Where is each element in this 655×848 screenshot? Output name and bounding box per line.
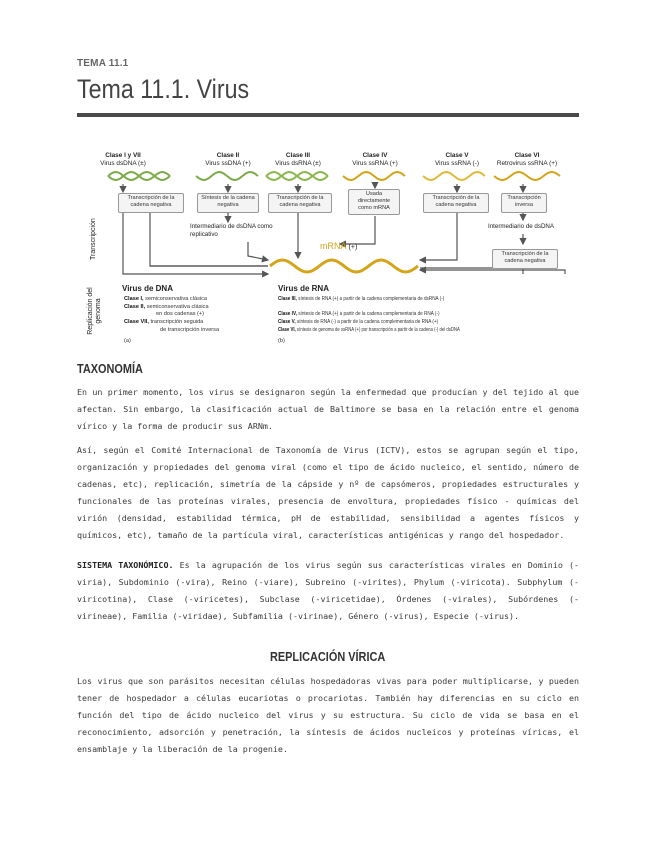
sistema-label: SISTEMA TAXONÓMICO.	[77, 560, 174, 570]
class-header: Clase I y VII Virus dsDNA (±)	[100, 152, 146, 167]
dna-virus-line: de transcripción inversa	[160, 326, 220, 333]
rna-virus-line: Clase IV, síntesis de RNA (+) a partir de la cadena complementaria de RNA (-)	[278, 311, 440, 317]
class-header: Clase III Virus dsRNA (±)	[275, 152, 321, 167]
figure-footnote: (b)	[278, 338, 285, 344]
process-box: Transcripción de la cadena negativa	[268, 193, 332, 213]
intermediate-label: Intermediario de dsDNA	[488, 223, 555, 230]
taxonomia-paragraph-1: En un primer momento, los virus se designaron según la enfermedad que producían y del tejido al que afectan. Sin embargo, la clasificación actual de Baltimore se basa en la relación entre el genoma vírico y la forma de producir sus ARNm.	[77, 387, 579, 432]
page-title: Tema 11.1. Virus	[77, 74, 250, 104]
process-box: Transcripción de la cadena negativa	[423, 193, 489, 213]
dna-virus-line: Clase II, semiconservativa clásica	[124, 303, 209, 310]
dna-virus-line: Clase VII, transcripción seguida	[124, 319, 204, 325]
helix-strand	[494, 172, 560, 180]
dna-viruses-heading: Virus de DNA	[122, 284, 173, 293]
dna-virus-line: Clase I, semiconservativa clásica	[124, 296, 208, 302]
process-box: Transcripción de la cadena negativa	[492, 249, 558, 269]
class-header: Clase II Virus ssDNA (+)	[205, 152, 251, 167]
sistema-text: Es la agrupación de los virus según sus características virales en Dominio (-viria), Subdominio (-vira), Reino (-viare), Subreino (-virites), Phylum (-viricota). Subphylum (-viricotina), Clase (-viricetes), Subclase (-viricetidae), Órdenes (-virales), Subórdenes (-virineae), Familia (-viridae), Subfamilia (-virinae), Género (-virus), Especie (-virus).	[77, 560, 579, 622]
class-header: Clase VI Retrovirus ssRNA (+)	[496, 152, 558, 167]
process-box: Transcripción inversa	[501, 193, 547, 213]
replicacion-paragraph-1: Los virus que son parásitos necesitan células hospedadoras vivas para poder multiplicarse, y pueden tener de hospedador a células eucariotas o procariotas. También hay diferencias en su ciclo en función del tipo de ácido nucleico del virus y su estructura. Su ciclo de vida se basa en el reconocimiento, adsorción y penetración, la síntesis de ácidos nucleicos y proteínas víricas, el ensamblaje y la liberación de la progenie.	[77, 676, 579, 755]
process-box: Usada directamente como mRNA	[348, 189, 400, 215]
mrna-label: mRNA (+)	[320, 241, 358, 251]
helix-strand	[196, 172, 258, 180]
process-box: Síntesis de la cadena negativa	[197, 193, 259, 213]
rna-virus-line: Clase V, síntesis de RNA (-) a partir de la cadena complementaria de RNA (+)	[278, 319, 439, 325]
taxonomia-paragraph-2: Así, según el Comité Internacional de Taxonomía de Virus (ICTV), estos se agrupan según el tipo, organización y propiedades del genoma viral (como el tipo de ácido nucleico, el sentido, número de cadenas, etc), replicación, simetría de la cápside y nº de capsómeros, propiedades estructurales y funcionales de las proteínas virales, presencia de envoltura, propiedades físico - químicas del virión (densidad, estabilidad térmica, pH de estabilidad, sensibilidad a agentes físicos y químicos, etc), tamaño de la partícula viral, características antigénicas y rango del hospedador.	[77, 445, 579, 541]
section-label: TEMA 11.1	[77, 58, 129, 69]
replicacion-heading: REPLICACIÓN VÍRICA	[269, 649, 386, 664]
baltimore-figure	[87, 146, 580, 352]
transcription-label: Transcripción	[90, 218, 97, 260]
helix-strand	[423, 172, 485, 180]
figure-footnote: (a)	[124, 338, 131, 344]
taxonomia-heading: TAXONOMÍA	[77, 361, 143, 376]
mrna-strand	[270, 260, 418, 272]
genome-helices	[108, 172, 560, 180]
intermediate-label: Intermediario de dsDNA como replicativo	[190, 223, 273, 238]
rna-viruses-heading: Virus de RNA	[278, 284, 329, 293]
dna-virus-line: en dos cadenas (+)	[156, 311, 205, 317]
replication-label: Replicación del genoma	[87, 287, 102, 335]
rna-virus-line: Clase VI, síntesis de genoma de ssRNA (+) por transcripción a partir de la cadena (-) del dsDNA	[278, 327, 460, 333]
rna-virus-line: Clase III, síntesis de RNA (+) a partir de la cadena complementaria de dsRNA (-)	[278, 296, 445, 302]
mrna-helix	[270, 260, 418, 272]
helix-strand	[343, 172, 405, 180]
sistema-taxonomico-paragraph	[77, 557, 579, 625]
title-divider	[77, 113, 579, 117]
class-header: Clase IV Virus ssRNA (+)	[352, 152, 398, 167]
class-header: Clase V Virus ssRNA (-)	[435, 152, 479, 167]
process-box: Transcripción de la cadena negativa	[118, 193, 184, 213]
